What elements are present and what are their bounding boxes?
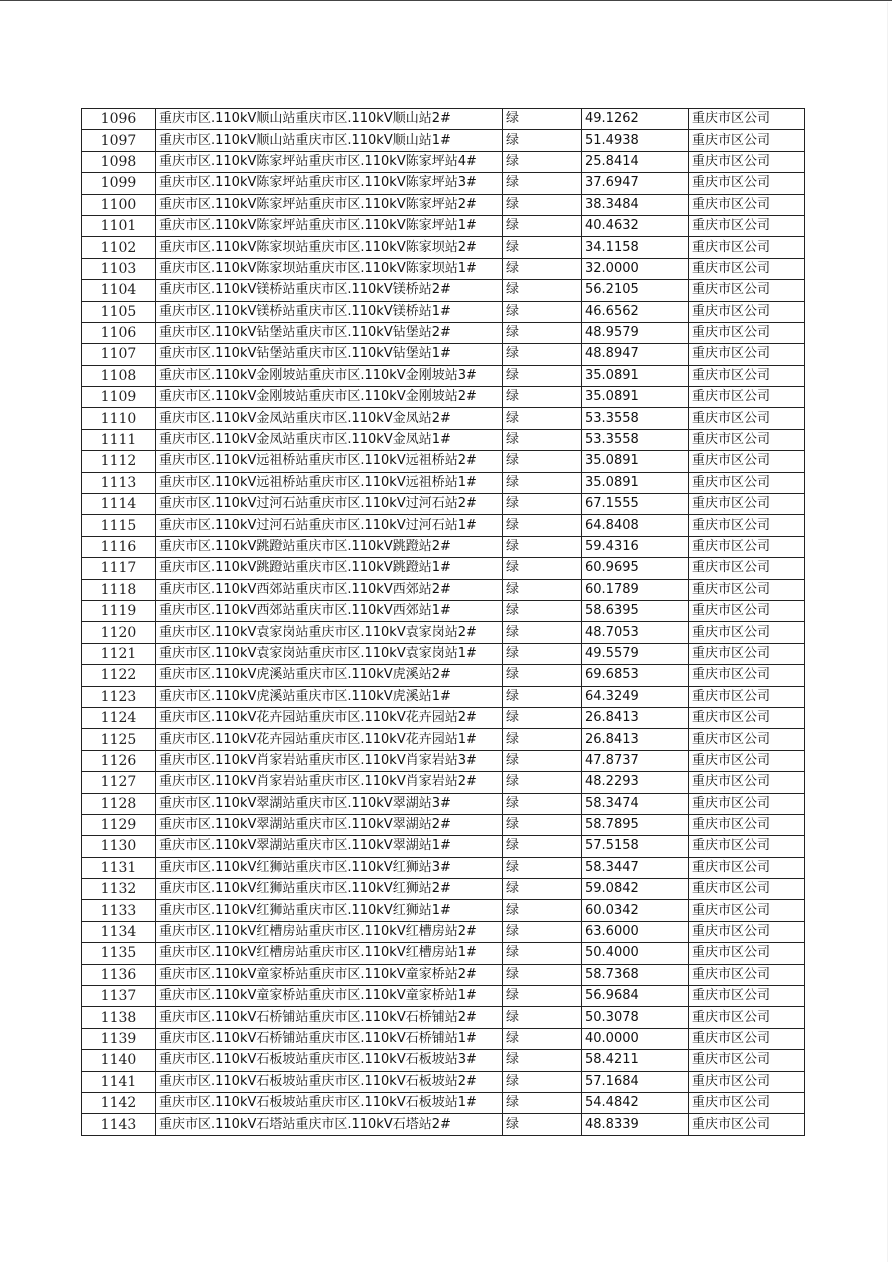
company-name-cell: 重庆市区公司 bbox=[689, 215, 805, 236]
load-value-cell: 25.8414 bbox=[582, 151, 689, 172]
status-color-cell: 绿 bbox=[503, 772, 582, 793]
table-row bbox=[82, 151, 805, 172]
company-name-cell: 重庆市区公司 bbox=[689, 1050, 805, 1071]
load-value-cell: 26.8413 bbox=[582, 707, 689, 728]
status-color-cell: 绿 bbox=[503, 643, 582, 664]
status-color-cell: 绿 bbox=[503, 879, 582, 900]
status-color-cell: 绿 bbox=[503, 686, 582, 707]
station-name-cell: 重庆市区.110kV石板坡站重庆市区.110kV石板坡站3# bbox=[156, 1050, 503, 1071]
company-name-cell: 重庆市区公司 bbox=[689, 921, 805, 942]
row-number-cell: 1098 bbox=[82, 151, 156, 172]
station-name-cell: 重庆市区.110kV陈家坝站重庆市区.110kV陈家坝站1# bbox=[156, 258, 503, 279]
row-number-cell: 1126 bbox=[82, 750, 156, 771]
table-row bbox=[82, 857, 805, 878]
status-color-cell: 绿 bbox=[503, 622, 582, 643]
company-name-cell: 重庆市区公司 bbox=[689, 429, 805, 450]
status-color-cell: 绿 bbox=[503, 857, 582, 878]
table-row bbox=[82, 943, 805, 964]
station-name-cell: 重庆市区.110kV童家桥站重庆市区.110kV童家桥站2# bbox=[156, 964, 503, 985]
load-value-cell: 63.6000 bbox=[582, 921, 689, 942]
station-name-cell: 重庆市区.110kV顺山站重庆市区.110kV顺山站1# bbox=[156, 130, 503, 151]
station-name-cell: 重庆市区.110kV红槽房站重庆市区.110kV红槽房站1# bbox=[156, 943, 503, 964]
company-name-cell: 重庆市区公司 bbox=[689, 665, 805, 686]
status-color-cell: 绿 bbox=[503, 964, 582, 985]
row-number-cell: 1120 bbox=[82, 622, 156, 643]
load-value-cell: 53.3558 bbox=[582, 408, 689, 429]
company-name-cell: 重庆市区公司 bbox=[689, 237, 805, 258]
load-value-cell: 35.0891 bbox=[582, 451, 689, 472]
row-number-cell: 1109 bbox=[82, 387, 156, 408]
load-value-cell: 32.0000 bbox=[582, 258, 689, 279]
status-color-cell: 绿 bbox=[503, 1028, 582, 1049]
table-row bbox=[82, 686, 805, 707]
station-name-cell: 重庆市区.110kV陈家坪站重庆市区.110kV陈家坪站4# bbox=[156, 151, 503, 172]
company-name-cell: 重庆市区公司 bbox=[689, 1092, 805, 1113]
company-name-cell: 重庆市区公司 bbox=[689, 879, 805, 900]
status-color-cell: 绿 bbox=[503, 900, 582, 921]
status-color-cell: 绿 bbox=[503, 729, 582, 750]
company-name-cell: 重庆市区公司 bbox=[689, 151, 805, 172]
status-color-cell: 绿 bbox=[503, 173, 582, 194]
company-name-cell: 重庆市区公司 bbox=[689, 494, 805, 515]
status-color-cell: 绿 bbox=[503, 814, 582, 835]
company-name-cell: 重庆市区公司 bbox=[689, 301, 805, 322]
company-name-cell: 重庆市区公司 bbox=[689, 1028, 805, 1049]
row-number-cell: 1140 bbox=[82, 1050, 156, 1071]
station-name-cell: 重庆市区.110kV翠湖站重庆市区.110kV翠湖站2# bbox=[156, 814, 503, 835]
station-name-cell: 重庆市区.110kV西郊站重庆市区.110kV西郊站1# bbox=[156, 600, 503, 621]
table-row bbox=[82, 707, 805, 728]
row-number-cell: 1132 bbox=[82, 879, 156, 900]
station-name-cell: 重庆市区.110kV金凤站重庆市区.110kV金凤站1# bbox=[156, 429, 503, 450]
row-number-cell: 1111 bbox=[82, 429, 156, 450]
status-color-cell: 绿 bbox=[503, 707, 582, 728]
status-color-cell: 绿 bbox=[503, 301, 582, 322]
station-name-cell: 重庆市区.110kV镁桥站重庆市区.110kV镁桥站2# bbox=[156, 280, 503, 301]
data-table bbox=[81, 108, 805, 1136]
status-color-cell: 绿 bbox=[503, 665, 582, 686]
company-name-cell: 重庆市区公司 bbox=[689, 814, 805, 835]
company-name-cell: 重庆市区公司 bbox=[689, 986, 805, 1007]
station-name-cell: 重庆市区.110kV钻堡站重庆市区.110kV钻堡站2# bbox=[156, 322, 503, 343]
station-name-cell: 重庆市区.110kV陈家坪站重庆市区.110kV陈家坪站1# bbox=[156, 215, 503, 236]
company-name-cell: 重庆市区公司 bbox=[689, 387, 805, 408]
row-number-cell: 1138 bbox=[82, 1007, 156, 1028]
table-row bbox=[82, 1028, 805, 1049]
station-name-cell: 重庆市区.110kV石板坡站重庆市区.110kV石板坡站1# bbox=[156, 1092, 503, 1113]
table-row bbox=[82, 215, 805, 236]
load-value-cell: 35.0891 bbox=[582, 387, 689, 408]
load-value-cell: 56.9684 bbox=[582, 986, 689, 1007]
row-number-cell: 1128 bbox=[82, 793, 156, 814]
load-value-cell: 54.4842 bbox=[582, 1092, 689, 1113]
load-value-cell: 26.8413 bbox=[582, 729, 689, 750]
row-number-cell: 1108 bbox=[82, 365, 156, 386]
load-value-cell: 48.2293 bbox=[582, 772, 689, 793]
load-value-cell: 49.1262 bbox=[582, 109, 689, 130]
row-number-cell: 1097 bbox=[82, 130, 156, 151]
status-color-cell: 绿 bbox=[503, 750, 582, 771]
company-name-cell: 重庆市区公司 bbox=[689, 707, 805, 728]
status-color-cell: 绿 bbox=[503, 558, 582, 579]
station-name-cell: 重庆市区.110kV石桥铺站重庆市区.110kV石桥铺站2# bbox=[156, 1007, 503, 1028]
row-number-cell: 1096 bbox=[82, 109, 156, 130]
load-value-cell: 34.1158 bbox=[582, 237, 689, 258]
table-row bbox=[82, 665, 805, 686]
load-value-cell: 58.3447 bbox=[582, 857, 689, 878]
company-name-cell: 重庆市区公司 bbox=[689, 365, 805, 386]
load-value-cell: 35.0891 bbox=[582, 472, 689, 493]
load-value-cell: 46.6562 bbox=[582, 301, 689, 322]
row-number-cell: 1115 bbox=[82, 515, 156, 536]
row-number-cell: 1142 bbox=[82, 1092, 156, 1113]
station-name-cell: 重庆市区.110kV过河石站重庆市区.110kV过河石站2# bbox=[156, 494, 503, 515]
status-color-cell: 绿 bbox=[503, 258, 582, 279]
station-name-cell: 重庆市区.110kV过河石站重庆市区.110kV过河石站1# bbox=[156, 515, 503, 536]
station-name-cell: 重庆市区.110kV花卉园站重庆市区.110kV花卉园站1# bbox=[156, 729, 503, 750]
company-name-cell: 重庆市区公司 bbox=[689, 964, 805, 985]
status-color-cell: 绿 bbox=[503, 921, 582, 942]
row-number-cell: 1127 bbox=[82, 772, 156, 793]
row-number-cell: 1099 bbox=[82, 173, 156, 194]
status-color-cell: 绿 bbox=[503, 494, 582, 515]
load-value-cell: 49.5579 bbox=[582, 643, 689, 664]
table-row bbox=[82, 558, 805, 579]
table-row bbox=[82, 472, 805, 493]
load-value-cell: 58.7368 bbox=[582, 964, 689, 985]
row-number-cell: 1103 bbox=[82, 258, 156, 279]
table-row bbox=[82, 1114, 805, 1135]
station-name-cell: 重庆市区.110kV红狮站重庆市区.110kV红狮站2# bbox=[156, 879, 503, 900]
table-row bbox=[82, 1071, 805, 1092]
status-color-cell: 绿 bbox=[503, 1050, 582, 1071]
load-value-cell: 47.8737 bbox=[582, 750, 689, 771]
status-color-cell: 绿 bbox=[503, 600, 582, 621]
station-name-cell: 重庆市区.110kV花卉园站重庆市区.110kV花卉园站2# bbox=[156, 707, 503, 728]
station-name-cell: 重庆市区.110kV镁桥站重庆市区.110kV镁桥站1# bbox=[156, 301, 503, 322]
company-name-cell: 重庆市区公司 bbox=[689, 943, 805, 964]
station-name-cell: 重庆市区.110kV钻堡站重庆市区.110kV钻堡站1# bbox=[156, 344, 503, 365]
load-value-cell: 58.6395 bbox=[582, 600, 689, 621]
table-row bbox=[82, 109, 805, 130]
status-color-cell: 绿 bbox=[503, 986, 582, 1007]
table-row bbox=[82, 729, 805, 750]
load-value-cell: 59.4316 bbox=[582, 536, 689, 557]
load-value-cell: 58.3474 bbox=[582, 793, 689, 814]
table-row bbox=[82, 451, 805, 472]
load-value-cell: 48.8339 bbox=[582, 1114, 689, 1135]
load-value-cell: 38.3484 bbox=[582, 194, 689, 215]
row-number-cell: 1122 bbox=[82, 665, 156, 686]
table-row bbox=[82, 921, 805, 942]
status-color-cell: 绿 bbox=[503, 536, 582, 557]
status-color-cell: 绿 bbox=[503, 1092, 582, 1113]
load-value-cell: 57.1684 bbox=[582, 1071, 689, 1092]
table-row bbox=[82, 600, 805, 621]
company-name-cell: 重庆市区公司 bbox=[689, 173, 805, 194]
row-number-cell: 1143 bbox=[82, 1114, 156, 1135]
table-row bbox=[82, 301, 805, 322]
row-number-cell: 1102 bbox=[82, 237, 156, 258]
status-color-cell: 绿 bbox=[503, 793, 582, 814]
table-row bbox=[82, 173, 805, 194]
company-name-cell: 重庆市区公司 bbox=[689, 344, 805, 365]
table-row bbox=[82, 622, 805, 643]
company-name-cell: 重庆市区公司 bbox=[689, 194, 805, 215]
status-color-cell: 绿 bbox=[503, 943, 582, 964]
table-row bbox=[82, 258, 805, 279]
row-number-cell: 1118 bbox=[82, 579, 156, 600]
table-row bbox=[82, 322, 805, 343]
company-name-cell: 重庆市区公司 bbox=[689, 472, 805, 493]
load-value-cell: 40.0000 bbox=[582, 1028, 689, 1049]
load-value-cell: 56.2105 bbox=[582, 280, 689, 301]
station-name-cell: 重庆市区.110kV童家桥站重庆市区.110kV童家桥站1# bbox=[156, 986, 503, 1007]
table-row bbox=[82, 194, 805, 215]
status-color-cell: 绿 bbox=[503, 429, 582, 450]
table-row bbox=[82, 344, 805, 365]
company-name-cell: 重庆市区公司 bbox=[689, 622, 805, 643]
row-number-cell: 1125 bbox=[82, 729, 156, 750]
status-color-cell: 绿 bbox=[503, 408, 582, 429]
table-row bbox=[82, 387, 805, 408]
table-row bbox=[82, 836, 805, 857]
status-color-cell: 绿 bbox=[503, 472, 582, 493]
row-number-cell: 1105 bbox=[82, 301, 156, 322]
table-row bbox=[82, 494, 805, 515]
load-value-cell: 48.7053 bbox=[582, 622, 689, 643]
station-name-cell: 重庆市区.110kV石塔站重庆市区.110kV石塔站2# bbox=[156, 1114, 503, 1135]
row-number-cell: 1136 bbox=[82, 964, 156, 985]
company-name-cell: 重庆市区公司 bbox=[689, 900, 805, 921]
station-name-cell: 重庆市区.110kV远祖桥站重庆市区.110kV远祖桥站2# bbox=[156, 451, 503, 472]
company-name-cell: 重庆市区公司 bbox=[689, 772, 805, 793]
station-name-cell: 重庆市区.110kV虎溪站重庆市区.110kV虎溪站2# bbox=[156, 665, 503, 686]
table-row bbox=[82, 1092, 805, 1113]
company-name-cell: 重庆市区公司 bbox=[689, 515, 805, 536]
row-number-cell: 1101 bbox=[82, 215, 156, 236]
load-value-cell: 51.4938 bbox=[582, 130, 689, 151]
company-name-cell: 重庆市区公司 bbox=[689, 1071, 805, 1092]
row-number-cell: 1112 bbox=[82, 451, 156, 472]
status-color-cell: 绿 bbox=[503, 451, 582, 472]
table-row bbox=[82, 772, 805, 793]
row-number-cell: 1131 bbox=[82, 857, 156, 878]
load-value-cell: 35.0891 bbox=[582, 365, 689, 386]
status-color-cell: 绿 bbox=[503, 151, 582, 172]
load-value-cell: 53.3558 bbox=[582, 429, 689, 450]
load-value-cell: 37.6947 bbox=[582, 173, 689, 194]
load-value-cell: 64.8408 bbox=[582, 515, 689, 536]
load-value-cell: 50.4000 bbox=[582, 943, 689, 964]
status-color-cell: 绿 bbox=[503, 194, 582, 215]
table-row bbox=[82, 429, 805, 450]
row-number-cell: 1121 bbox=[82, 643, 156, 664]
company-name-cell: 重庆市区公司 bbox=[689, 451, 805, 472]
company-name-cell: 重庆市区公司 bbox=[689, 579, 805, 600]
company-name-cell: 重庆市区公司 bbox=[689, 280, 805, 301]
status-color-cell: 绿 bbox=[503, 280, 582, 301]
load-value-cell: 48.9579 bbox=[582, 322, 689, 343]
table-row bbox=[82, 579, 805, 600]
page-right-edge bbox=[887, 2, 888, 1262]
station-name-cell: 重庆市区.110kV肖家岩站重庆市区.110kV肖家岩站2# bbox=[156, 772, 503, 793]
row-number-cell: 1113 bbox=[82, 472, 156, 493]
row-number-cell: 1119 bbox=[82, 600, 156, 621]
station-name-cell: 重庆市区.110kV跳蹬站重庆市区.110kV跳蹬站2# bbox=[156, 536, 503, 557]
station-name-cell: 重庆市区.110kV陈家坪站重庆市区.110kV陈家坪站3# bbox=[156, 173, 503, 194]
load-value-cell: 64.3249 bbox=[582, 686, 689, 707]
table-row bbox=[82, 900, 805, 921]
status-color-cell: 绿 bbox=[503, 1007, 582, 1028]
company-name-cell: 重庆市区公司 bbox=[689, 793, 805, 814]
row-number-cell: 1117 bbox=[82, 558, 156, 579]
row-number-cell: 1100 bbox=[82, 194, 156, 215]
company-name-cell: 重庆市区公司 bbox=[689, 686, 805, 707]
row-number-cell: 1116 bbox=[82, 536, 156, 557]
status-color-cell: 绿 bbox=[503, 109, 582, 130]
status-color-cell: 绿 bbox=[503, 344, 582, 365]
status-color-cell: 绿 bbox=[503, 322, 582, 343]
station-name-cell: 重庆市区.110kV顺山站重庆市区.110kV顺山站2# bbox=[156, 109, 503, 130]
load-value-cell: 40.4632 bbox=[582, 215, 689, 236]
load-value-cell: 60.9695 bbox=[582, 558, 689, 579]
status-color-cell: 绿 bbox=[503, 387, 582, 408]
station-name-cell: 重庆市区.110kV红槽房站重庆市区.110kV红槽房站2# bbox=[156, 921, 503, 942]
row-number-cell: 1137 bbox=[82, 986, 156, 1007]
company-name-cell: 重庆市区公司 bbox=[689, 130, 805, 151]
station-name-cell: 重庆市区.110kV袁家岗站重庆市区.110kV袁家岗站1# bbox=[156, 643, 503, 664]
status-color-cell: 绿 bbox=[503, 130, 582, 151]
load-value-cell: 57.5158 bbox=[582, 836, 689, 857]
row-number-cell: 1133 bbox=[82, 900, 156, 921]
table-row bbox=[82, 643, 805, 664]
row-number-cell: 1114 bbox=[82, 494, 156, 515]
table-row bbox=[82, 280, 805, 301]
station-name-cell: 重庆市区.110kV西郊站重庆市区.110kV西郊站2# bbox=[156, 579, 503, 600]
load-value-cell: 59.0842 bbox=[582, 879, 689, 900]
row-number-cell: 1123 bbox=[82, 686, 156, 707]
station-name-cell: 重庆市区.110kV翠湖站重庆市区.110kV翠湖站1# bbox=[156, 836, 503, 857]
company-name-cell: 重庆市区公司 bbox=[689, 729, 805, 750]
station-name-cell: 重庆市区.110kV红狮站重庆市区.110kV红狮站3# bbox=[156, 857, 503, 878]
table-row bbox=[82, 1007, 805, 1028]
row-number-cell: 1129 bbox=[82, 814, 156, 835]
station-name-cell: 重庆市区.110kV石桥铺站重庆市区.110kV石桥铺站1# bbox=[156, 1028, 503, 1049]
table-row bbox=[82, 986, 805, 1007]
station-name-cell: 重庆市区.110kV金刚坡站重庆市区.110kV金刚坡站2# bbox=[156, 387, 503, 408]
status-color-cell: 绿 bbox=[503, 1071, 582, 1092]
table-row bbox=[82, 130, 805, 151]
load-value-cell: 69.6853 bbox=[582, 665, 689, 686]
table-row bbox=[82, 408, 805, 429]
row-number-cell: 1124 bbox=[82, 707, 156, 728]
load-value-cell: 58.7895 bbox=[582, 814, 689, 835]
company-name-cell: 重庆市区公司 bbox=[689, 258, 805, 279]
company-name-cell: 重庆市区公司 bbox=[689, 109, 805, 130]
station-name-cell: 重庆市区.110kV虎溪站重庆市区.110kV虎溪站1# bbox=[156, 686, 503, 707]
status-color-cell: 绿 bbox=[503, 515, 582, 536]
company-name-cell: 重庆市区公司 bbox=[689, 750, 805, 771]
load-value-cell: 60.0342 bbox=[582, 900, 689, 921]
row-number-cell: 1110 bbox=[82, 408, 156, 429]
row-number-cell: 1104 bbox=[82, 280, 156, 301]
company-name-cell: 重庆市区公司 bbox=[689, 600, 805, 621]
company-name-cell: 重庆市区公司 bbox=[689, 1007, 805, 1028]
company-name-cell: 重庆市区公司 bbox=[689, 857, 805, 878]
station-name-cell: 重庆市区.110kV石板坡站重庆市区.110kV石板坡站2# bbox=[156, 1071, 503, 1092]
station-name-cell: 重庆市区.110kV陈家坝站重庆市区.110kV陈家坝站2# bbox=[156, 237, 503, 258]
company-name-cell: 重庆市区公司 bbox=[689, 836, 805, 857]
company-name-cell: 重庆市区公司 bbox=[689, 408, 805, 429]
status-color-cell: 绿 bbox=[503, 1114, 582, 1135]
row-number-cell: 1107 bbox=[82, 344, 156, 365]
station-name-cell: 重庆市区.110kV跳蹬站重庆市区.110kV跳蹬站1# bbox=[156, 558, 503, 579]
company-name-cell: 重庆市区公司 bbox=[689, 558, 805, 579]
table-row bbox=[82, 814, 805, 835]
status-color-cell: 绿 bbox=[503, 836, 582, 857]
status-color-cell: 绿 bbox=[503, 579, 582, 600]
load-value-cell: 60.1789 bbox=[582, 579, 689, 600]
row-number-cell: 1135 bbox=[82, 943, 156, 964]
station-name-cell: 重庆市区.110kV红狮站重庆市区.110kV红狮站1# bbox=[156, 900, 503, 921]
station-name-cell: 重庆市区.110kV远祖桥站重庆市区.110kV远祖桥站1# bbox=[156, 472, 503, 493]
company-name-cell: 重庆市区公司 bbox=[689, 643, 805, 664]
station-name-cell: 重庆市区.110kV金凤站重庆市区.110kV金凤站2# bbox=[156, 408, 503, 429]
page-top-border bbox=[0, 0, 892, 1]
load-value-cell: 48.8947 bbox=[582, 344, 689, 365]
table-body bbox=[82, 109, 805, 1136]
table-row bbox=[82, 237, 805, 258]
table-row bbox=[82, 1050, 805, 1071]
load-value-cell: 58.4211 bbox=[582, 1050, 689, 1071]
table-row bbox=[82, 879, 805, 900]
status-color-cell: 绿 bbox=[503, 215, 582, 236]
row-number-cell: 1134 bbox=[82, 921, 156, 942]
row-number-cell: 1106 bbox=[82, 322, 156, 343]
company-name-cell: 重庆市区公司 bbox=[689, 536, 805, 557]
table-row bbox=[82, 964, 805, 985]
status-color-cell: 绿 bbox=[503, 365, 582, 386]
station-name-cell: 重庆市区.110kV陈家坪站重庆市区.110kV陈家坪站2# bbox=[156, 194, 503, 215]
table-row bbox=[82, 365, 805, 386]
station-name-cell: 重庆市区.110kV翠湖站重庆市区.110kV翠湖站3# bbox=[156, 793, 503, 814]
table-row bbox=[82, 793, 805, 814]
station-name-cell: 重庆市区.110kV袁家岗站重庆市区.110kV袁家岗站2# bbox=[156, 622, 503, 643]
row-number-cell: 1139 bbox=[82, 1028, 156, 1049]
station-name-cell: 重庆市区.110kV肖家岩站重庆市区.110kV肖家岩站3# bbox=[156, 750, 503, 771]
status-color-cell: 绿 bbox=[503, 237, 582, 258]
load-value-cell: 50.3078 bbox=[582, 1007, 689, 1028]
load-value-cell: 67.1555 bbox=[582, 494, 689, 515]
station-name-cell: 重庆市区.110kV金刚坡站重庆市区.110kV金刚坡站3# bbox=[156, 365, 503, 386]
table-row bbox=[82, 750, 805, 771]
row-number-cell: 1130 bbox=[82, 836, 156, 857]
row-number-cell: 1141 bbox=[82, 1071, 156, 1092]
table-row bbox=[82, 536, 805, 557]
table-row bbox=[82, 515, 805, 536]
company-name-cell: 重庆市区公司 bbox=[689, 322, 805, 343]
company-name-cell: 重庆市区公司 bbox=[689, 1114, 805, 1135]
